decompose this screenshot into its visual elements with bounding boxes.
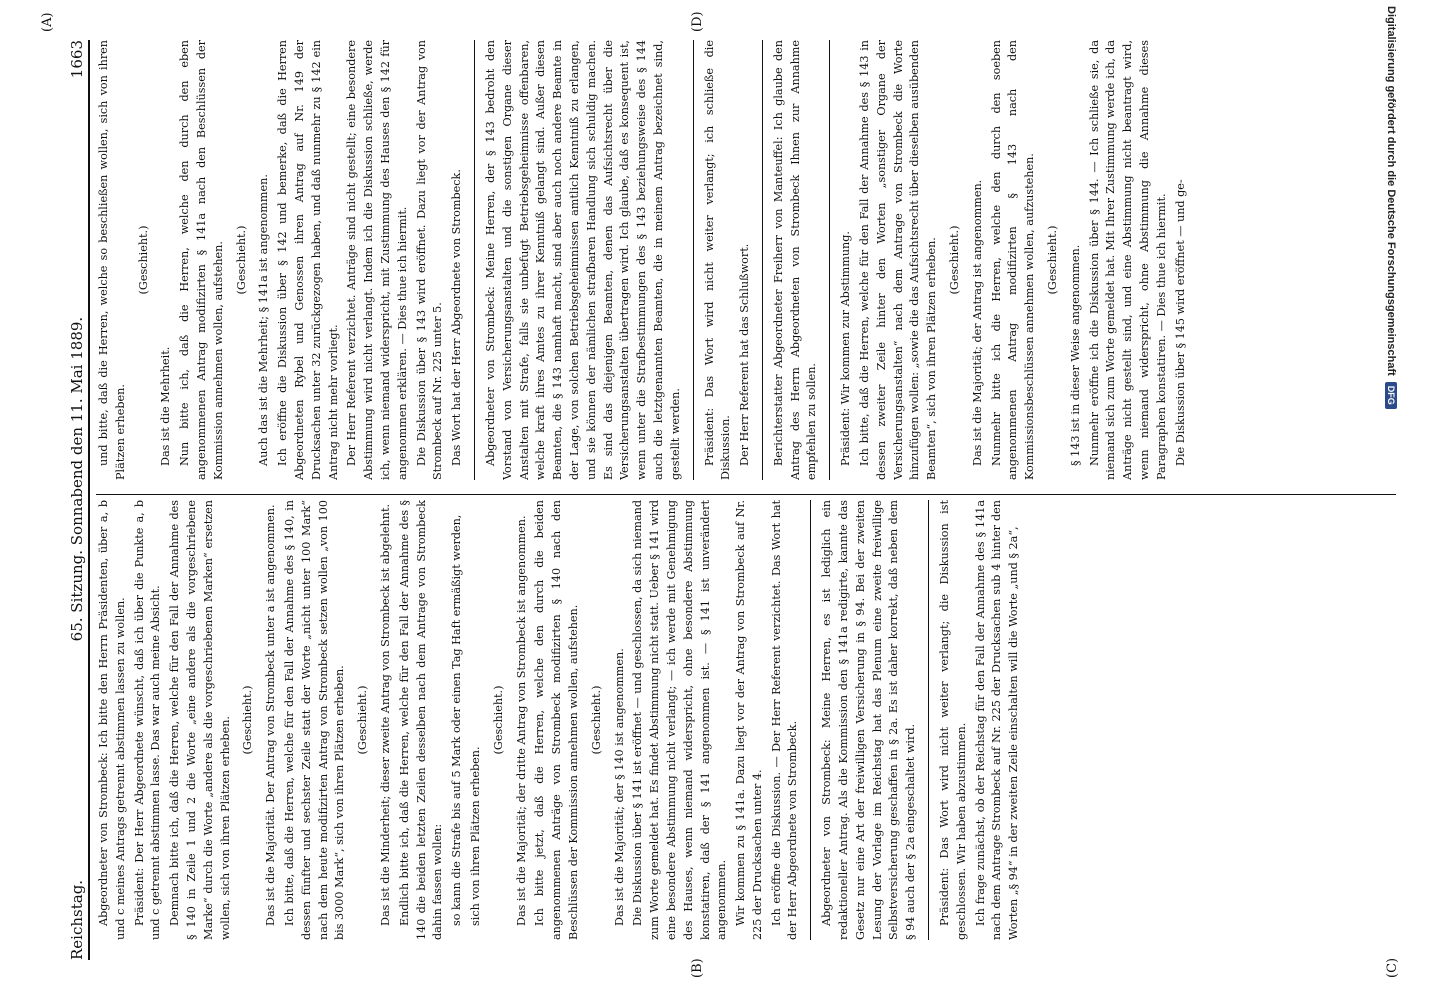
- paragraph: Präsident: Das Wort wird nicht weiter verlangt; ich schließe die Diskussion.: [702, 40, 733, 480]
- paragraph: Das Wort hat der Herr Abgeordnete von Strombeck.: [450, 169, 464, 466]
- paragraph: Ich bitte, daß die Herren, welche für den Fall der Annahme des § 140, in dessen fünfter und sechster Zeile statt der Worte „nicht unter 100 Mark“ nach dem heute modifizirten Antrag von Strombeck setzen wollen „von 100 bis 3000 Mark“, sich von ihren Plätzen erheben.: [282, 500, 347, 940]
- paragraph: Ich eröffne die Diskussion über § 142 und bemerke, daß die Herren Abgeordneten Rybel und Genossen ihren Antrag auf Nr. 149 der Drucksachen unter 32 zurückgezogen haben, und daß nunmehr zu § 142 ein Antrag nicht mehr vorliegt.: [276, 40, 340, 480]
- margin-marker-a: (A): [40, 12, 55, 32]
- paragraph: Ich bitte, daß die Herren, welche für den Fall der Annahme des § 143 in dessen zweiter Zeile hinter den Worten „sonstiger Organe der Versicherungsanstalten“ nach dem Antrage von Strombeck die Worte hinzufügen wollen: „sowie die das Aufsichtsrecht über dieselben ausübenden Beamten“, sich von ihren Plätzen erheben.: [858, 40, 939, 480]
- paragraph: Das ist die Majorität. Der Antrag von Strombeck unter a ist angenommen.: [264, 504, 278, 926]
- stage-direction: (Geschieht.): [589, 685, 603, 755]
- page-header: [52, 40, 86, 960]
- paragraph: Präsident: Der Herr Abgeordnete wünscht, daß ich über die Punkte a, b und c getrennt abstimmen lasse. Das war auch meine Absicht.: [132, 500, 163, 940]
- paragraph: Nun bitte ich, daß die Herren, welche den durch den eben angenommenen Antrag modifizirten § 141a nach den Beschlüssen der Kommission annehmen wollen, aufstehen.: [178, 40, 225, 480]
- section-separator: [762, 40, 763, 480]
- paragraph: Nunmehr bitte ich die Herren, welche den durch den soeben angenommenen Antrag modifizirten § 143 nach den Kommissionsbeschlüssen annehmen wollen, aufzustehen.: [989, 40, 1037, 480]
- paragraph: Ich eröffne die Diskussion. — Der Herr Referent verzichtet. Das Wort hat der Herr Abgeordnete von Strombeck.: [769, 500, 800, 940]
- header-left: Reichstag.: [68, 879, 86, 960]
- page-number: 1663: [68, 40, 86, 79]
- paragraph: so kann die Strafe bis auf 5 Mark oder einen Tag Haft ermäßigt werden,: [450, 514, 464, 926]
- stage-direction: (Geschieht.): [241, 685, 255, 755]
- stage-direction: (Geschieht.): [356, 685, 370, 755]
- header-rule: [88, 40, 90, 960]
- paragraph: Das ist die Majorität; der § 140 ist angenommen.: [612, 648, 626, 926]
- digitization-note: [1380, 0, 1402, 1006]
- header-center: 65. Sitzung. Sonnabend den 11. Mai 1889.: [68, 316, 86, 642]
- right-column: [96, 40, 1396, 480]
- paragraph: Abgeordneter von Strombeck: Meine Herren, der § 143 bedroht den Vorstand von Versicherungsanstalten und die sonstigen Organe dieser Anstalten mit Strafe, falls sie unbefugt Betriebsgeheimnisse offenbaren, welche kraft ihres Amtes zu ihrer Kenntniß gelangt sind. Außer diesen Beamten, die § 143 namhaft macht, sind aber auch noch andere Beamte in der Lage, von solchen Betriebsgeheimnissen amtlich Kenntniß zu erlangen, und sie können der nämlichen strafbaren Handlung sich schuldig machen. Es sind das diejenigen Beamten, denen das Aufsichtsrecht über die Versicherungsanstalten übertragen wird. Ich glaube, daß es konsequent ist, wenn unter die Strafbestimmungen des § 143 beziehungsweise des § 144 auch die letztgenannten Beamten, die in meinem Antrag bezeichnet sind, gestellt werden.: [483, 40, 682, 480]
- left-column: [96, 500, 1396, 940]
- stage-direction: (Geschieht.): [948, 225, 962, 295]
- paragraph: Das ist die Minderheit; dieser zweite Antrag von Strombeck ist abgelehnt.: [378, 503, 392, 926]
- paragraph: § 143 ist in dieser Weise angenommen.: [1068, 244, 1082, 466]
- paragraph: Ich frage zunächst, ob der Reichstag für den Fall der Annahme des § 141a nach dem Antrage Strombeck auf Nr. 225 der Drucksachen sub 4 hinter den Worten „§ 94“ in der zweiten Zeile einschalten will die Worte „und § 2a“,: [973, 500, 1021, 940]
- paragraph: Das ist die Majorität; der dritte Antrag von Strombeck ist angenommen.: [514, 515, 528, 926]
- paragraph: Die Diskussion über § 141 ist eröffnet — und geschlossen, da sich niemand zum Worte gemeldet hat. Es findet Abstimmung nicht statt. Ueber § 141 wird eine besondere Abstimmung nicht verlangt; — ich werde mit Genehmigung des Hauses, wenn niemand widerspricht, ohne besondere Abstimmung konstatiren, daß der § 141 angenommen ist. — § 141 ist unverändert angenommen.: [631, 500, 729, 940]
- paragraph: Endlich bitte ich, daß die Herren, welche für den Fall der Annahme des § 140 die beiden letzten Zeilen desselben nach dem Antrage von Strombeck dahin fassen wollen:: [397, 500, 445, 940]
- section-separator: [829, 40, 830, 480]
- paragraph: Demnach bitte ich, daß die Herren, welche für den Fall der Annahme des § 140 in Zeile 1 und 2 die Worte „eine andere als die vorgeschriebene Marke“ durch die Worte „andere als die vorgeschriebenen Marken“ ersetzen wollen, sich von ihren Plätzen erheben.: [168, 500, 232, 940]
- section-separator: [474, 40, 475, 480]
- paragraph: sich von ihren Plätzen erheben.: [468, 746, 482, 926]
- paragraph: Wir kommen zu § 141a. Dazu liegt vor der Antrag von Strombeck auf Nr. 225 der Drucksachen unter 4.: [734, 500, 764, 940]
- paragraph: Präsident: Das Wort wird nicht weiter verlangt; die Diskussion ist geschlossen. Wir haben abzustimmen.: [938, 500, 968, 940]
- digitization-text: Digitalisierung gefördert durch die Deutsche Forschungsgemeinschaft: [1385, 6, 1397, 376]
- paragraph: Ich bitte jetzt, daß die Herren, welche den durch die beiden angenommenen Anträge von Strombeck modifizirten § 140 nach den Beschlüssen der Kommission annehmen wollen, aufstehen.: [533, 500, 580, 940]
- dfg-logo: DFG: [1385, 382, 1397, 409]
- paragraph: Das ist die Majorität; der Antrag ist angenommen.: [970, 179, 984, 466]
- paragraph: und bitte, daß die Herren, welche so beschließen wollen, sich von ihren Plätzen erheben.: [97, 40, 127, 480]
- paragraph: Abgeordneter von Strombeck: Meine Herren, es ist lediglich ein redaktioneller Antrag. Als die Kommission den § 141a redigirte, kannte das Gesetz nur eine Art der freiwilligen Versicherung in § 94. Bei der zweiten Lesung der Vorlage im Reichstag hat das Plenum eine zweite freiwillige Selbstversicherung geschaffen in § 2a. Es ist daher korrekt, daß neben dem § 94 auch der § 2a eingeschaltet wird.: [820, 500, 918, 940]
- section-separator: [810, 500, 811, 940]
- paragraph: Nunmehr eröffne ich die Diskussion über § 144. — Ich schließe sie, da niemand sich zum Worte gemeldet hat. Mit Ihrer Zustimmung werde ich, da Anträge nicht gestellt sind, und eine Abstimmung nicht beantragt wird, wenn niemand widerspricht, ohne Abstimmung die Annahme dieses Paragraphen konstatiren. — Dies thue ich hiermit.: [1087, 40, 1168, 480]
- section-separator: [693, 40, 694, 480]
- paragraph: Die Diskussion über § 145 wird eröffnet — und ge-: [1173, 179, 1187, 466]
- margin-marker-b: (B): [690, 958, 705, 978]
- paragraph: Berichterstatter Abgeordneter Freiherr von Manteuffel: Ich glaube den Antrag des Herrn Abgeordneten von Strombeck Ihnen zur Annahme empfehlen zu sollen.: [771, 40, 819, 480]
- stage-direction: (Geschieht.): [234, 225, 248, 295]
- column-divider: [96, 494, 1396, 495]
- stage-direction: (Geschieht.): [491, 685, 505, 755]
- paragraph: Der Herr Referent verzichtet. Anträge sind nicht gestellt; eine besondere Abstimmung wird nicht verlangt. Indem ich die Diskussion schließe, werde ich, wenn niemand widerspricht, mit Zustimmung des Hauses den § 142 für angenommen erklären. — Dies thue ich hiermit.: [345, 40, 409, 480]
- paragraph: Die Diskussion über § 143 wird eröffnet. Dazu liegt vor der Antrag von Strombeck auf Nr. 225 unter 5.: [414, 40, 445, 480]
- stage-direction: (Geschieht.): [136, 225, 150, 295]
- paragraph: Der Herr Referent hat das Schlußwort.: [738, 243, 752, 466]
- paragraph: Auch das ist die Mehrheit; § 141a ist angenommen.: [257, 174, 271, 466]
- margin-marker-c: (C): [1385, 957, 1400, 978]
- margin-marker-d: (D): [690, 11, 705, 32]
- paragraph: Präsident: Wir kommen zur Abstimmung.: [839, 231, 853, 466]
- stage-direction: (Geschieht.): [1046, 225, 1060, 295]
- paragraph: Das ist die Mehrheit.: [159, 346, 173, 466]
- paragraph: Abgeordneter von Strombeck: Ich bitte den Herrn Präsidenten, über a, b und c meines Antrags getrennt abstimmen lassen zu wollen.: [97, 500, 127, 940]
- section-separator: [928, 500, 929, 940]
